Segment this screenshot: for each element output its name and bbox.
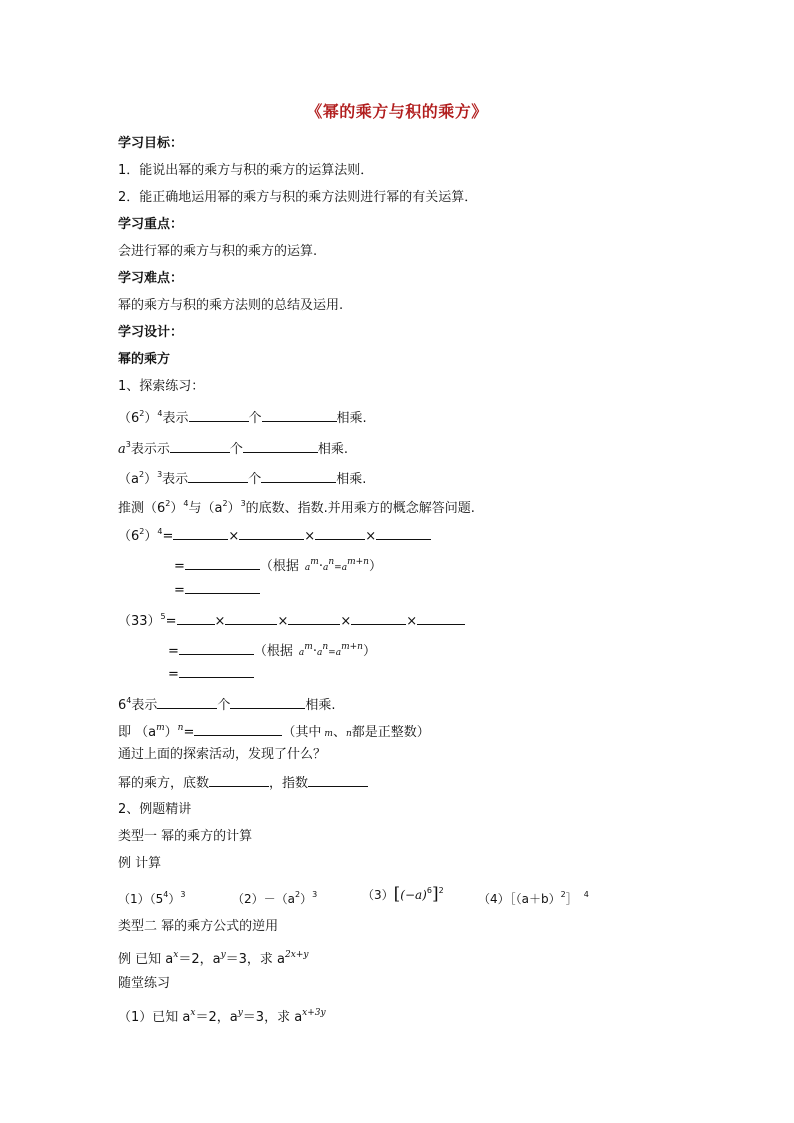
goal-2: 2．能正确地运用幂的乘方与积的乘方法则进行幂的有关运算． — [118, 190, 478, 205]
question-2: $a^3$表示示 个 相乘. — [118, 440, 349, 457]
answer-blank[interactable] — [209, 773, 269, 787]
answer-blank[interactable] — [185, 580, 260, 594]
answer-blank[interactable] — [185, 556, 260, 570]
rule-line: 即 $(a^m)^n=$ （其中 m、n都是正整数） — [118, 723, 430, 740]
question-1: $(6^2)^4$表示 个 相乘. — [118, 409, 367, 426]
practice-heading: 随堂练习 — [118, 976, 171, 991]
goal-1: 1．能说出幂的乘方与积的乘方的运算法则． — [118, 163, 374, 178]
answer-blank[interactable] — [239, 526, 304, 540]
answer-blank[interactable] — [417, 611, 465, 625]
type-1: 类型一 幂的乘方的计算 — [118, 829, 253, 844]
explore-heading: 1、探索练习： — [118, 379, 205, 394]
answer-blank[interactable] — [376, 526, 431, 540]
example-2: 例 已知 $a^x=2$，$a^y=3$，求 $a^{2x+y}$ — [118, 950, 309, 967]
key-heading: 学习重点： — [118, 217, 184, 232]
calc-1-step-3: = — [174, 580, 260, 600]
answer-blank[interactable] — [170, 439, 230, 453]
six-four-line: $6^4$表示 个 相乘. — [118, 696, 336, 713]
design-heading: 学习设计： — [118, 325, 184, 340]
practice-1: （1）已知 $a^x=2$，$a^y=3$，求 $a^{x+3y}$ — [118, 1008, 326, 1025]
answer-blank[interactable] — [230, 695, 305, 709]
infer-line: 推测$(6^2)^4$与$(a^2)^3$的底数、指数.并用乘方的概念解答问题. — [118, 499, 475, 516]
discover-line: 通过上面的探索活动，发现了什么？ — [118, 747, 327, 762]
answer-blank[interactable] — [288, 611, 340, 625]
example-heading: 2、例题精讲 — [118, 802, 192, 817]
answer-blank[interactable] — [225, 611, 277, 625]
answer-blank[interactable] — [243, 439, 318, 453]
answer-blank[interactable] — [177, 611, 215, 625]
question-3: $(a^2)^3$表示 个 相乘. — [118, 470, 367, 487]
calc-1-step-2: = （根据 $a^m\cdot a^n=a^{m+n}$） — [174, 557, 382, 574]
problem-3: $(3)[(-a)^6]^2$ — [362, 884, 444, 904]
answer-blank[interactable] — [188, 469, 248, 483]
answer-blank[interactable] — [194, 722, 282, 736]
answer-blank[interactable] — [179, 641, 254, 655]
calc-1: $(6^2)^4=$ × × × — [118, 523, 431, 546]
answer-blank[interactable] — [351, 611, 406, 625]
problem-4: $(4)[(a+b)^2]$ $^4$ — [478, 890, 589, 906]
answer-blank[interactable] — [308, 773, 368, 787]
page-title: 《幂的乘方与积的乘方》 — [306, 102, 488, 121]
answer-blank[interactable] — [173, 526, 228, 540]
rule-summary: 幂的乘方，底数 ，指数 — [118, 773, 368, 793]
problem-1: $(1)(5^4)^3$ — [118, 890, 186, 906]
difficult-heading: 学习难点： — [118, 271, 184, 286]
type-2: 类型二 幂的乘方公式的逆用 — [118, 919, 279, 934]
goals-heading: 学习目标： — [118, 136, 184, 151]
answer-blank[interactable] — [262, 408, 337, 422]
power-heading: 幂的乘方 — [118, 352, 171, 367]
answer-blank[interactable] — [157, 695, 217, 709]
answer-blank[interactable] — [179, 664, 254, 678]
problem-2: $(2)-(a^2)^3$ — [232, 890, 318, 906]
answer-blank[interactable] — [189, 408, 249, 422]
calc-2: $(33)^5=$ × × × × — [118, 608, 465, 631]
calc-2-step-2: = （根据 $a^m\cdot a^n=a^{m+n}$） — [168, 642, 376, 659]
difficult-text: 幂的乘方与积的乘方法则的总结及运用. — [118, 298, 344, 313]
example-1: 例 计算 — [118, 856, 162, 871]
answer-blank[interactable] — [315, 526, 365, 540]
answer-blank[interactable] — [261, 469, 336, 483]
key-text: 会进行幂的乘方与积的乘方的运算. — [118, 244, 318, 259]
calc-2-step-3: = — [168, 664, 254, 684]
